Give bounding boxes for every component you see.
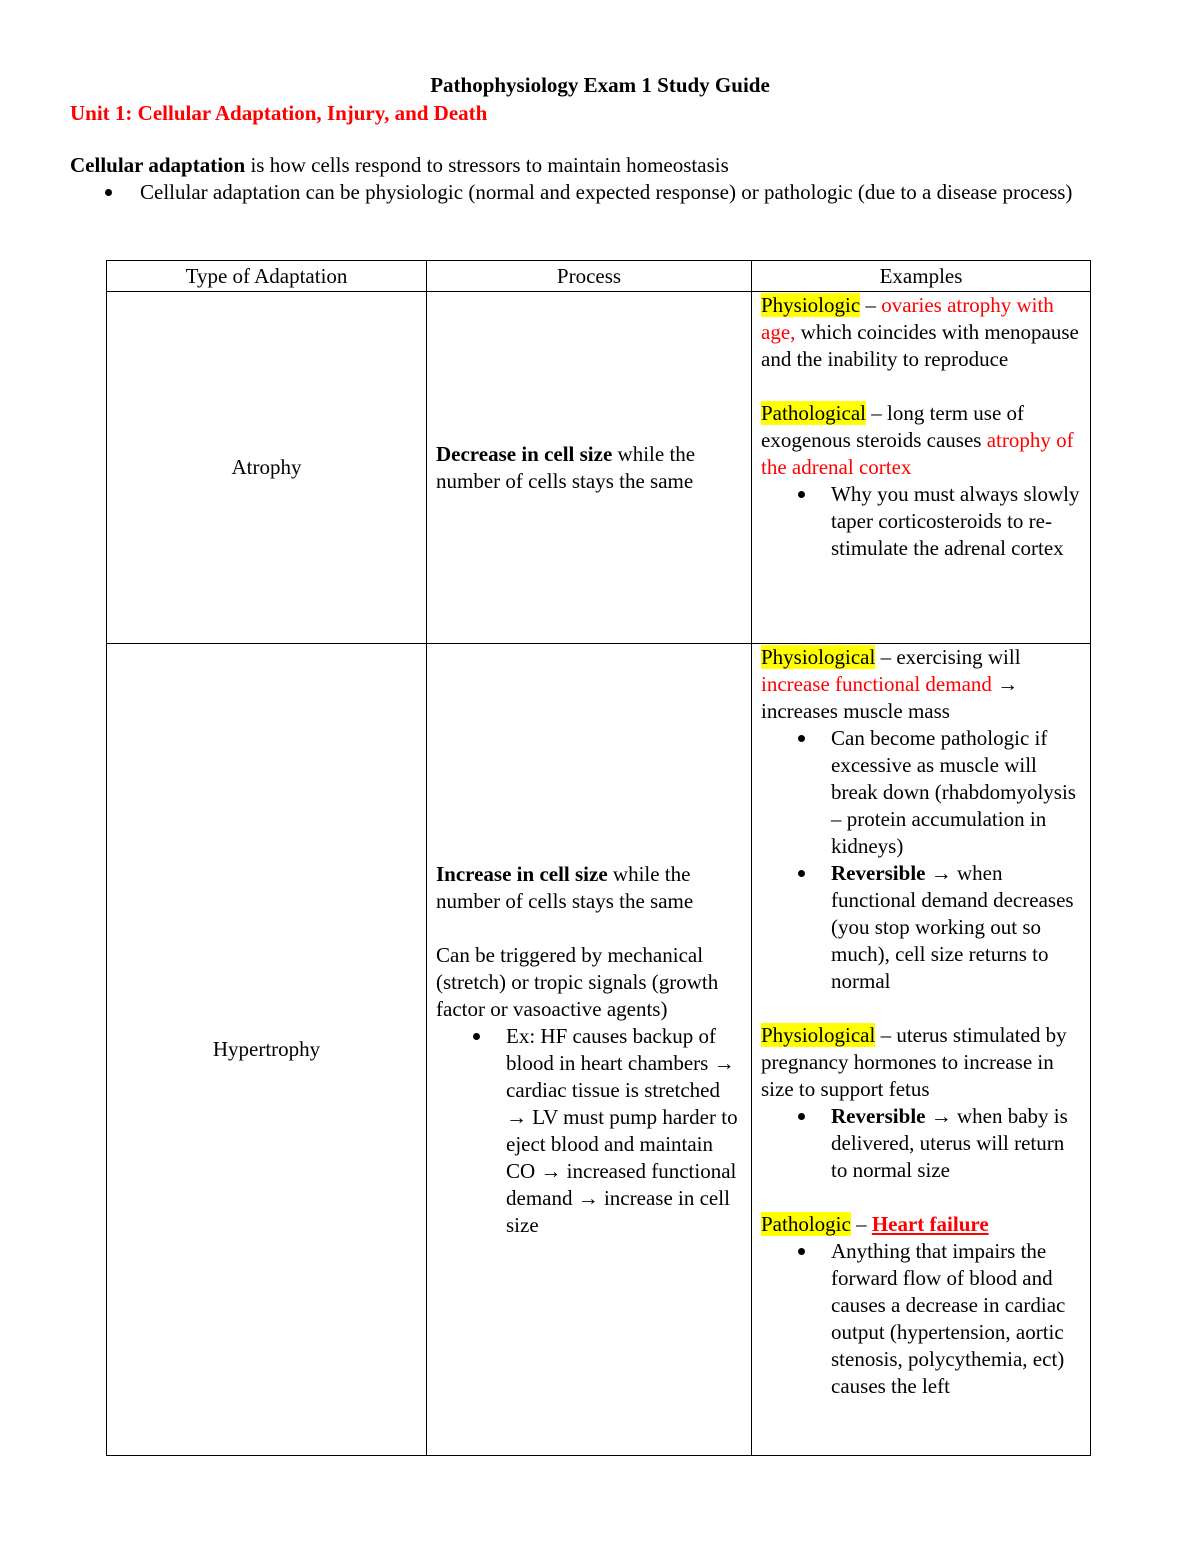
process-atrophy bbox=[427, 292, 752, 644]
header-type: Type of Adaptation bbox=[107, 261, 427, 292]
bullet-icon bbox=[798, 1113, 805, 1120]
bullet-icon bbox=[798, 491, 805, 498]
dash: – bbox=[850, 1212, 872, 1236]
intro-section bbox=[70, 152, 1130, 206]
reversible-label: Reversible → bbox=[831, 1104, 952, 1128]
process-hypertrophy bbox=[427, 644, 752, 1456]
heart-failure-bullets bbox=[761, 1238, 1081, 1400]
table-header-row bbox=[107, 261, 1091, 292]
label-physiologic: Physiologic bbox=[761, 293, 861, 317]
red-text: atrophy of the adrenal cortex bbox=[761, 428, 1074, 479]
bullet-text: Ex: HF causes backup of blood in heart chambers → cardiac tissue is stretched → LV must pump harder to eject blood and maintain CO → increased functional demand → increase in cell size bbox=[506, 1023, 738, 1237]
dash: – bbox=[860, 293, 882, 317]
bullet-text: Can become pathologic if excessive as muscle will break down (rhabdomyolysis – protein accumulation in kidneys) bbox=[831, 726, 1076, 858]
intro-definition-text: is how cells respond to stressors to maintain homeostasis bbox=[245, 153, 729, 177]
process-bold: Increase in cell size bbox=[436, 861, 608, 886]
list-item bbox=[761, 860, 1081, 995]
red-text: ovaries atrophy with age, bbox=[761, 293, 1054, 344]
header-process: Process bbox=[427, 261, 752, 292]
atrophy-bullets bbox=[761, 481, 1081, 562]
list-item bbox=[761, 481, 1081, 562]
exercise-bullets bbox=[761, 725, 1081, 995]
type-hypertrophy: Hypertrophy bbox=[107, 644, 427, 1456]
example-text: – long term use of exogenous steroids causes bbox=[761, 401, 1025, 452]
heart-failure-text: Heart failure bbox=[871, 1212, 989, 1236]
intro-list bbox=[70, 179, 1130, 206]
type-atrophy: Atrophy bbox=[107, 292, 427, 644]
bullet-icon bbox=[798, 735, 805, 742]
process-text: while the number of cells stays the same bbox=[436, 441, 696, 493]
list-item bbox=[761, 1103, 1081, 1184]
examples-atrophy bbox=[752, 292, 1091, 644]
intro-bullet-text: Cellular adaptation can be physiologic (normal and expected response) or pathologic (due to a disease process) bbox=[140, 180, 1073, 204]
label-pathologic: Pathologic bbox=[761, 1212, 851, 1236]
intro-term: Cellular adaptation bbox=[70, 153, 246, 177]
red-text: increase functional demand bbox=[761, 672, 992, 696]
table-row-atrophy bbox=[107, 292, 1091, 644]
bullet-icon bbox=[105, 189, 112, 196]
example-text: – uterus stimulated by pregnancy hormones to increase in size to support fetus bbox=[761, 1023, 1067, 1101]
examples-hypertrophy bbox=[752, 644, 1091, 1456]
table-row-hypertrophy bbox=[107, 644, 1091, 1456]
label-physiological: Physiological bbox=[761, 1023, 876, 1047]
process-triggers: Can be triggered by mechanical (stretch) or tropic signals (growth factor or vasoactive agents) bbox=[436, 942, 719, 1021]
process-bold: Decrease in cell size bbox=[436, 441, 613, 466]
page-title: Pathophysiology Exam 1 Study Guide bbox=[430, 73, 770, 97]
bullet-text: Anything that impairs the forward flow of blood and causes a decrease in cardiac output (hypertension, aortic stenosis, polycythemia, ect) causes the left bbox=[831, 1239, 1066, 1398]
bullet-icon bbox=[798, 1248, 805, 1255]
reversible-label: Reversible → bbox=[831, 861, 952, 885]
bullet-text: when baby is delivered, uterus will return to normal size bbox=[831, 1104, 1068, 1182]
list-item bbox=[436, 1023, 742, 1239]
example-text: – exercising will bbox=[875, 645, 1021, 669]
bullet-text: when functional demand decreases (you stop working out so much), cell size returns to normal bbox=[831, 861, 1074, 993]
list-item bbox=[761, 725, 1081, 860]
intro-definition bbox=[70, 152, 1130, 179]
label-physiological: Physiological bbox=[761, 645, 876, 669]
example-text: which coincides with menopause and the inability to reproduce bbox=[761, 320, 1079, 371]
unit-heading: Unit 1: Cellular Adaptation, Injury, and Death bbox=[70, 101, 488, 125]
bullet-text: Why you must always slowly taper corticosteroids to re-stimulate the adrenal cortex bbox=[831, 482, 1080, 560]
example-text: → increases muscle mass bbox=[761, 672, 1019, 723]
list-item bbox=[761, 1238, 1081, 1400]
list-item bbox=[70, 179, 1130, 206]
bullet-icon bbox=[473, 1033, 480, 1040]
process-text: while the number of cells stays the same bbox=[436, 861, 694, 913]
bullet-icon bbox=[798, 870, 805, 877]
label-pathological: Pathological bbox=[761, 401, 866, 425]
adaptation-table bbox=[106, 260, 1091, 1456]
uterus-bullets bbox=[761, 1103, 1081, 1184]
header-examples: Examples bbox=[752, 261, 1091, 292]
process-bullets bbox=[436, 1023, 742, 1239]
